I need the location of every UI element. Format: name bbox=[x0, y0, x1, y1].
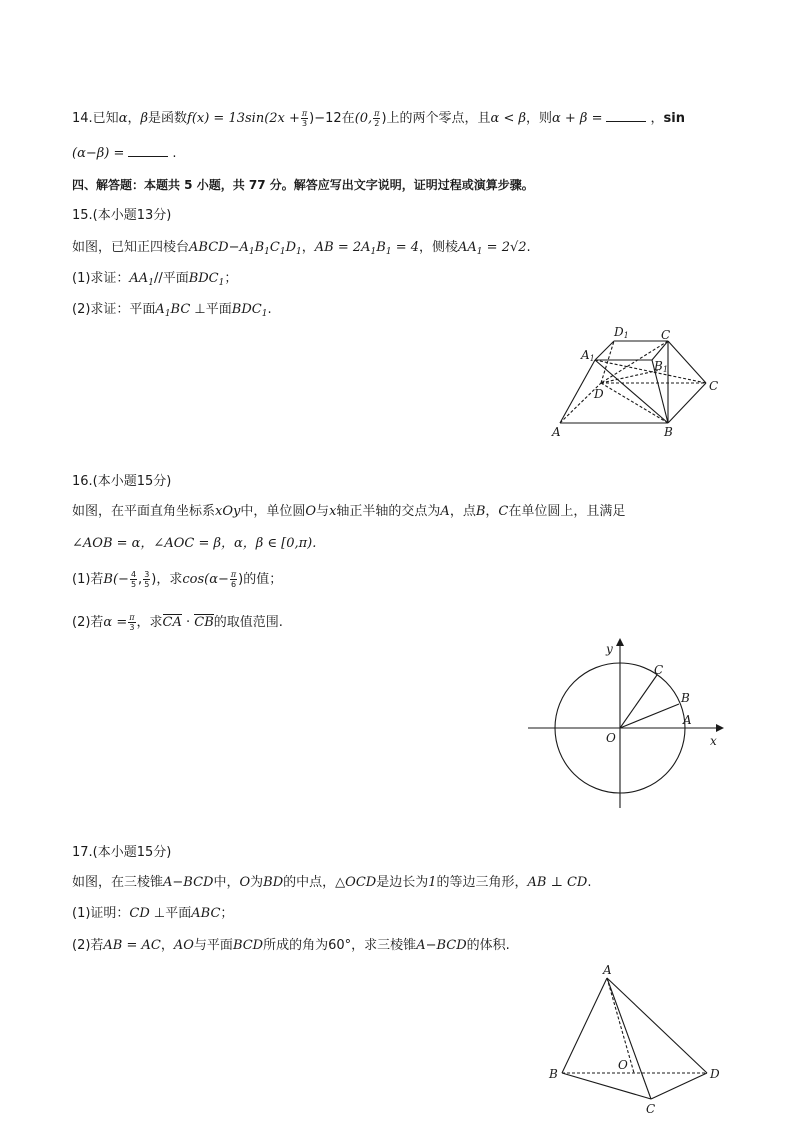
text: 在单位圆上，且满足 bbox=[508, 504, 626, 519]
frac-pi-3: $\frac{\pi}{3}$ bbox=[301, 109, 308, 128]
plane-BCD: BCD bbox=[232, 938, 264, 953]
text: )的值； bbox=[238, 572, 283, 587]
text: 如图，已知正四棱台 bbox=[72, 240, 190, 255]
cos-expr: cos(α− bbox=[182, 572, 229, 587]
angle-value: 60° bbox=[328, 938, 352, 953]
text: 中， bbox=[213, 875, 240, 890]
text: 的取值范围. bbox=[213, 615, 283, 630]
text: ，求三棱锥 bbox=[351, 938, 417, 953]
dot: · bbox=[181, 615, 195, 630]
label-O: O bbox=[618, 1058, 628, 1072]
period: . bbox=[587, 875, 592, 890]
text: 是函数 bbox=[148, 111, 188, 126]
line-aa1: $AA_1$ bbox=[129, 271, 154, 288]
label-x: x bbox=[710, 734, 717, 748]
text: ，则 bbox=[525, 111, 552, 126]
text: (1)证明： bbox=[72, 906, 130, 921]
label-A: A bbox=[603, 963, 612, 977]
equality: AB = AC bbox=[103, 938, 161, 953]
text: )−12在 bbox=[309, 111, 355, 126]
point-C: C bbox=[498, 504, 509, 519]
edge-eq: AB = $2A_1B_1 = 4$ bbox=[314, 240, 419, 257]
edge-AB bbox=[562, 978, 607, 1073]
sep: ， bbox=[301, 240, 315, 255]
period: . bbox=[526, 240, 531, 255]
label-D: D bbox=[594, 387, 604, 401]
text: 与平面 bbox=[193, 938, 233, 953]
label-B1: B1 bbox=[654, 359, 668, 374]
q16-figure-unit-circle bbox=[520, 638, 730, 813]
plane-bdc1: $BDC_1$ bbox=[188, 271, 225, 288]
text: (2)若 bbox=[72, 938, 104, 953]
segment-BD: BD bbox=[263, 875, 284, 890]
q15-header: 15.(本小题13分) bbox=[72, 208, 172, 223]
text: ，侧棱 bbox=[419, 240, 459, 255]
label-A: A bbox=[552, 425, 561, 439]
q16-part1 bbox=[72, 570, 282, 589]
label-A: A bbox=[683, 713, 692, 727]
label-O: O bbox=[606, 731, 616, 745]
plane-a1bc: $A_1BC$ bbox=[155, 302, 191, 319]
text: 为 bbox=[250, 875, 264, 890]
frac-4-5: $\frac{4}{5}$ bbox=[130, 570, 137, 589]
sep: ， bbox=[485, 504, 499, 519]
period: . bbox=[172, 146, 177, 161]
text: )，求 bbox=[151, 572, 183, 587]
answer-blank-2[interactable] bbox=[128, 144, 168, 157]
label-B: B bbox=[681, 691, 690, 705]
q16-stem-line1 bbox=[72, 503, 625, 521]
x-axis-arrow bbox=[716, 724, 724, 732]
vector-CA: CA bbox=[162, 615, 182, 630]
sep: , bbox=[138, 572, 143, 587]
interval: (0, bbox=[354, 111, 373, 126]
label-C: C bbox=[709, 379, 719, 393]
vector-CB: CB bbox=[194, 615, 214, 630]
pyramid-name: A−BCD bbox=[163, 875, 214, 890]
beta: β bbox=[140, 111, 148, 126]
label-C1: C bbox=[661, 328, 671, 342]
point-B: B bbox=[475, 504, 486, 519]
alpha: α bbox=[118, 111, 128, 126]
plane-ABC: ABC bbox=[191, 906, 221, 921]
label-D: D bbox=[710, 1067, 720, 1081]
frustum-name: $ABCD-A_1B_1C_1D_1$ bbox=[189, 240, 302, 257]
edge-AC bbox=[607, 978, 651, 1099]
sep: ， bbox=[127, 111, 141, 126]
pyramid-name: A−BCD bbox=[416, 938, 467, 953]
plane-bdc1: $BDC_1$ bbox=[231, 302, 268, 319]
q14-line1 bbox=[72, 109, 685, 128]
q14-number: 14.已知 bbox=[72, 111, 119, 126]
system-xoy: xOy bbox=[215, 504, 241, 519]
point-B-coord: B(− bbox=[103, 572, 129, 587]
y-axis-arrow bbox=[616, 638, 624, 646]
edge-AA1 bbox=[560, 360, 595, 423]
segment-AO: AO bbox=[173, 938, 194, 953]
edge-B1C1 bbox=[652, 341, 668, 360]
point-A: A bbox=[440, 504, 450, 519]
sep: ； bbox=[224, 271, 238, 286]
q15-part1 bbox=[72, 270, 237, 288]
period: . bbox=[267, 302, 272, 317]
alpha-eq: α = bbox=[103, 615, 128, 630]
text: ，点 bbox=[449, 504, 476, 519]
text: ，求 bbox=[136, 615, 163, 630]
segment-CD: CD bbox=[129, 906, 150, 921]
edge-CD bbox=[651, 1073, 707, 1099]
q17-part1 bbox=[72, 905, 233, 923]
text: //平面 bbox=[153, 271, 189, 286]
edge-A1D1 bbox=[595, 341, 614, 360]
q16-stem-line2: ∠AOB = α，∠AOC = β，α，β ∈ [0,π). bbox=[72, 536, 317, 551]
text: ⊥平面 bbox=[149, 906, 192, 921]
lateral-edge: $AA_1 = 2√2$ bbox=[458, 240, 527, 257]
interval-close: ) bbox=[381, 111, 387, 126]
text: 如图，在三棱锥 bbox=[72, 875, 164, 890]
answer-blank-1[interactable] bbox=[606, 109, 646, 122]
frac-pi-3: $\frac{\pi}{3}$ bbox=[129, 613, 135, 632]
number: 1 bbox=[428, 875, 437, 890]
frac-pi-6: $\frac{\pi}{6}$ bbox=[230, 570, 237, 589]
line-DB bbox=[601, 383, 668, 423]
frac-3-5: $\frac{3}{5}$ bbox=[144, 570, 150, 589]
point-O: O bbox=[239, 875, 251, 890]
q17-header: 17.(本小题15分) bbox=[72, 845, 172, 860]
q17-part2 bbox=[72, 937, 510, 955]
text: ⊥平面 bbox=[190, 302, 232, 317]
text: 所成的角为 bbox=[263, 938, 329, 953]
text: 的体积. bbox=[466, 938, 510, 953]
q17-figure-pyramid bbox=[540, 960, 730, 1120]
text: 如图，在平面直角坐标系 bbox=[72, 504, 216, 519]
q16-part2 bbox=[72, 613, 283, 632]
text: (2)若 bbox=[72, 615, 104, 630]
text: 的中点， bbox=[283, 875, 336, 890]
sep: ； bbox=[220, 906, 234, 921]
label-y: y bbox=[606, 642, 613, 656]
q15-part2 bbox=[72, 301, 272, 319]
point-O: O bbox=[305, 504, 317, 519]
q14-line2 bbox=[72, 144, 177, 163]
text: 的等边三角形， bbox=[436, 875, 528, 890]
q16-header: 16.(本小题15分) bbox=[72, 474, 172, 489]
text: 是边长为 bbox=[376, 875, 429, 890]
text: 中，单位圆 bbox=[240, 504, 306, 519]
line-A1C bbox=[595, 360, 706, 383]
text: 上的两个零点，且 bbox=[386, 111, 491, 126]
text: 与 bbox=[316, 504, 330, 519]
perp-relation: AB ⊥ CD bbox=[527, 875, 588, 890]
condition: α < β bbox=[490, 111, 526, 126]
q15-stem bbox=[72, 239, 531, 257]
triangle-OCD: △OCD bbox=[335, 875, 377, 890]
function-expr: f(x) = 13sin(2x + bbox=[187, 111, 300, 126]
sum-expr: α + β = bbox=[552, 111, 603, 126]
label-D1: D1 bbox=[614, 325, 629, 340]
sin-word: sin bbox=[663, 111, 685, 126]
label-C: C bbox=[646, 1102, 656, 1116]
text: (2)求证：平面 bbox=[72, 302, 156, 317]
frac-pi-2: $\frac{\pi}{2}$ bbox=[374, 109, 380, 128]
text: 轴正半轴的交点为 bbox=[336, 504, 441, 519]
sep: ， bbox=[160, 938, 174, 953]
label-C: C bbox=[654, 663, 664, 677]
q15-figure-frustum bbox=[540, 318, 730, 443]
line-aux bbox=[601, 370, 660, 383]
edge-BC bbox=[668, 383, 706, 423]
sep: ， bbox=[650, 111, 664, 126]
axis-x: x bbox=[329, 504, 337, 519]
label-A1: A1 bbox=[581, 348, 595, 363]
text: (1)求证： bbox=[72, 271, 130, 286]
section-4-title: 四、解答题：本题共 5 小题，共 77 分。解答应写出文字说明，证明过程或演算步骤。 bbox=[72, 178, 534, 192]
edge-BC bbox=[562, 1073, 651, 1099]
diff-expr: (α−β) = bbox=[72, 146, 125, 161]
text: (1)若 bbox=[72, 572, 104, 587]
label-B: B bbox=[549, 1067, 558, 1081]
q17-stem bbox=[72, 874, 591, 892]
label-B: B bbox=[664, 425, 673, 439]
